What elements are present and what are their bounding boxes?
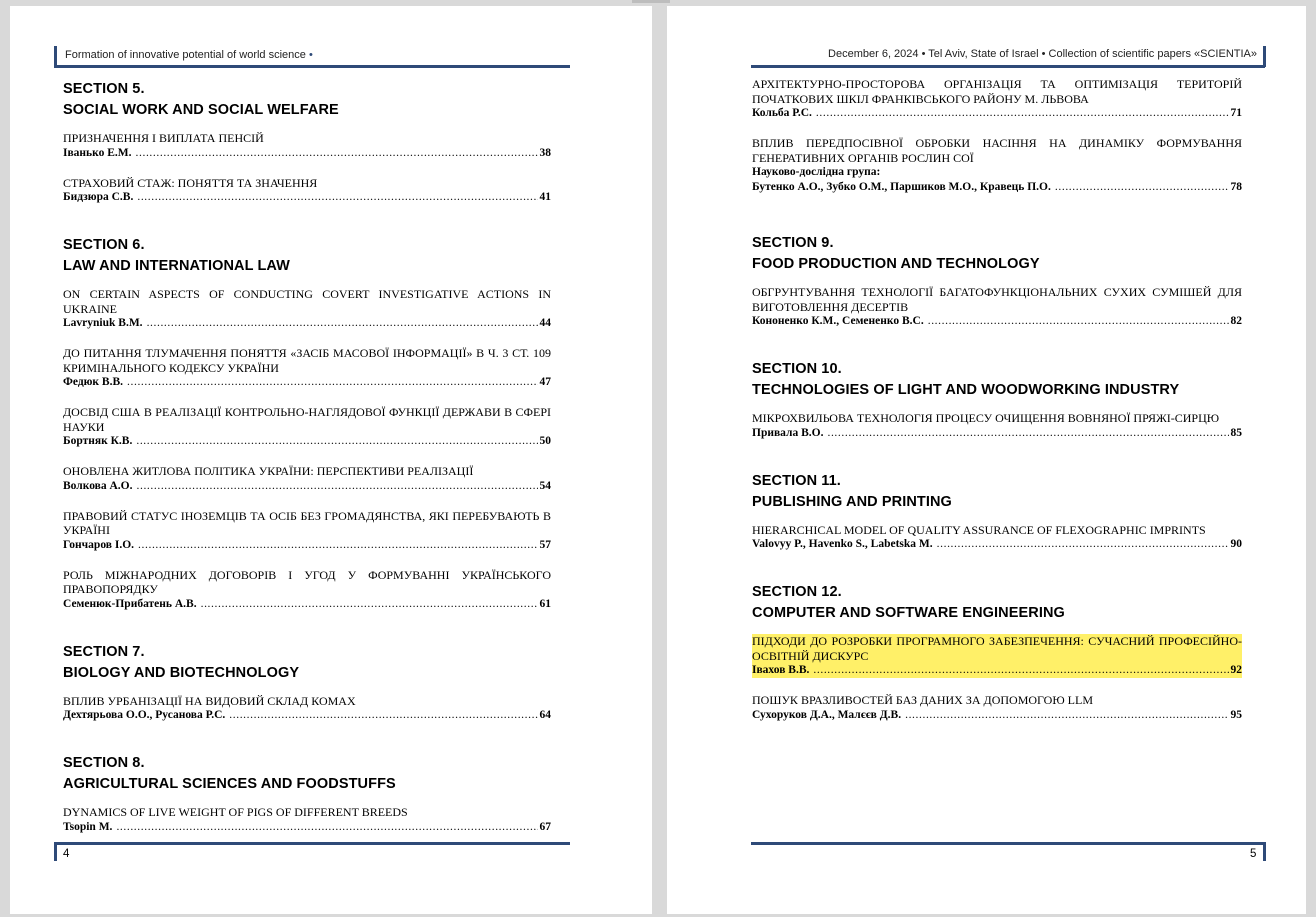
- dot-leader: [147, 316, 538, 331]
- entry-author-line: [752, 314, 1242, 329]
- entry-author-line: [752, 180, 1242, 195]
- entry-authors: Сухоруков Д.А., Малєєв Д.В.: [752, 708, 902, 721]
- entry-authors: Lavryniuk B.M.: [63, 317, 143, 329]
- toc-entry[interactable]: [63, 405, 551, 449]
- entry-author-line: [63, 479, 551, 494]
- entry-title: ON CERTAIN ASPECTS OF CONDUCTING COVERT INVESTIGATIVE ACTIONS IN UKRAINE: [63, 287, 551, 316]
- section-number: SECTION 8.: [63, 755, 145, 771]
- entry-title: ОБГРУНТУВАННЯ ТЕХНОЛОГІЇ БАГАТОФУНКЦІОНАЛЬНИХ СУХИХ СУМІШЕЙ ДЛЯ ВИГОТОВЛЕННЯ ДЕСЕРТІВ: [752, 285, 1242, 314]
- entry-authors: Гончаров І.О.: [63, 538, 135, 551]
- dot-leader: [137, 479, 538, 494]
- header-rule: [751, 65, 1265, 68]
- entry-page: 67: [539, 820, 551, 833]
- entry-title: МІКРОХВИЛЬОВА ТЕХНОЛОГІЯ ПРОЦЕСУ ОЧИЩЕННЯ ВОВНЯНОЇ ПРЯЖІ-СИРЦЮ: [752, 411, 1220, 425]
- entry-page: 71: [1230, 107, 1242, 119]
- toc-entry[interactable]: [63, 346, 551, 390]
- section-heading: [752, 471, 1242, 513]
- entry-page: 90: [1230, 538, 1242, 550]
- dot-leader: [1055, 180, 1229, 195]
- entry-author-line: [63, 820, 551, 835]
- toc-entry[interactable]: [752, 693, 1242, 723]
- dot-leader: [138, 538, 537, 553]
- section-heading: [63, 753, 551, 795]
- viewer-top-marker: [632, 0, 670, 3]
- entry-authors: Бидзюра С.В.: [63, 191, 134, 203]
- entry-title: ПІДХОДИ ДО РОЗРОБКИ ПРОГРАМНОГО ЗАБЕЗПЕЧЕННЯ: СУЧАСНИЙ ПРОФЕСІЙНО-ОСВІТНІЙ ДИСКУРС: [752, 634, 1242, 663]
- section-heading: [752, 582, 1242, 624]
- entry-title: ПРИЗНАЧЕННЯ І ВИПЛАТА ПЕНСІЙ: [63, 131, 264, 145]
- toc-entry[interactable]: [63, 131, 551, 161]
- section-title: COMPUTER AND SOFTWARE ENGINEERING: [752, 605, 1065, 621]
- toc-left: [63, 79, 551, 865]
- section-heading: [63, 235, 551, 277]
- section-heading: [63, 642, 551, 684]
- toc-section: [63, 642, 551, 724]
- section-heading: [63, 79, 551, 121]
- entry-page: 64: [539, 709, 551, 721]
- section-heading: [752, 233, 1242, 275]
- section-title: BIOLOGY AND BIOTECHNOLOGY: [63, 664, 300, 681]
- page-number: 4: [63, 848, 70, 860]
- footer-rule: [751, 842, 1265, 845]
- entry-page: 50: [539, 435, 551, 447]
- entry-page: 54: [539, 479, 551, 492]
- entry-title: ПРАВОВИЙ СТАТУС ІНОЗЕМЦІВ ТА ОСІБ БЕЗ ГРОМАДЯНСТВА, ЯКІ ПЕРЕБУВАЮТЬ В УКРАЇНІ: [63, 508, 551, 537]
- entry-title: ПОШУК ВРАЗЛИВОСТЕЙ БАЗ ДАНИХ ЗА ДОПОМОГОЮ LLM: [752, 693, 1094, 707]
- section-number: SECTION 5.: [63, 81, 145, 97]
- entry-page: 85: [1230, 426, 1242, 439]
- entry-authors: Дехтярьова О.О., Русанова Р.С.: [63, 709, 226, 721]
- entry-author-line: [752, 663, 1242, 678]
- section-number: SECTION 12.: [752, 584, 842, 600]
- entry-author-line: [63, 146, 551, 161]
- dot-leader: [905, 708, 1228, 723]
- toc-entry[interactable]: [63, 287, 551, 331]
- toc-entry[interactable]: [752, 285, 1242, 329]
- section-number: SECTION 6.: [63, 237, 145, 253]
- toc-section: [752, 582, 1242, 723]
- entry-authors: Бортняк К.В.: [63, 435, 133, 447]
- entry-title: DYNAMICS OF LIVE WEIGHT OF PIGS OF DIFFERENT BREEDS: [63, 805, 408, 819]
- entry-page: 61: [539, 597, 551, 610]
- entry-authors: Привала В.О.: [752, 426, 824, 439]
- entry-title: АРХІТЕКТУРНО-ПРОСТОРОВА ОРГАНІЗАЦІЯ ТА ОПТИМІЗАЦІЯ ТЕРИТОРІЙ ПОЧАТКОВИХ ШКІЛ ФРАНКІВСЬКОГО РАЙОНУ М. ЛЬВОВА: [752, 77, 1242, 106]
- header-vertical-rule: [1263, 46, 1266, 67]
- header-vertical-rule: [54, 46, 57, 67]
- toc-section: [63, 235, 551, 612]
- dot-leader: [116, 820, 537, 835]
- dot-leader: [137, 190, 537, 205]
- entry-title: РОЛЬ МІЖНАРОДНИХ ДОГОВОРІВ І УГОД У ФОРМУВАННІ УКРАЇНСЬКОГО ПРАВОПОРЯДКУ: [63, 567, 551, 596]
- entry-author-line: [63, 434, 551, 449]
- entry-page: 78: [1230, 181, 1242, 193]
- entry-authors: Бутенко А.О., Зубко О.М., Паршиков М.О., Кравець П.О.: [752, 181, 1051, 193]
- toc-section: [752, 359, 1242, 441]
- entry-authors: Кононенко К.М., Семененко В.С.: [752, 315, 924, 327]
- toc-entry[interactable]: [752, 77, 1242, 121]
- entry-page: 82: [1230, 315, 1242, 327]
- toc-entry[interactable]: [63, 464, 551, 494]
- footer-vertical-rule: [54, 842, 57, 861]
- toc-entry[interactable]: [63, 509, 551, 553]
- toc-entry[interactable]: [752, 411, 1242, 441]
- toc-section: [63, 79, 551, 205]
- toc-section: [63, 753, 551, 835]
- section-title: TECHNOLOGIES OF LIGHT AND WOODWORKING INDUSTRY: [752, 382, 1180, 398]
- section-number: SECTION 11.: [752, 472, 841, 489]
- toc-entry[interactable]: [63, 568, 551, 612]
- entry-title: ВПЛИВ ПЕРЕДПОСІВНОЇ ОБРОБКИ НАСІННЯ НА ДИНАМІКУ ФОРМУВАННЯ ГЕНЕРАТИВНИХ ОРГАНІВ РОСЛИН СОЇ: [752, 136, 1242, 165]
- dot-leader: [816, 106, 1229, 121]
- toc-section: [752, 233, 1242, 329]
- header-rule: [54, 65, 570, 68]
- section-title: SOCIAL WORK AND SOCIAL WELFARE: [63, 102, 339, 118]
- page-number: 5: [1250, 848, 1257, 860]
- entry-page: 57: [539, 538, 551, 551]
- entry-title: ОНОВЛЕНА ЖИТЛОВА ПОЛІТИКА УКРАЇНИ: ПЕРСПЕКТИВИ РЕАЛІЗАЦІЇ: [63, 464, 474, 478]
- entry-authors: Valovyy P., Havenko S., Labetska M.: [752, 538, 933, 550]
- header-dot: •: [308, 49, 313, 61]
- toc-entry[interactable]: [752, 136, 1242, 195]
- entry-title: СТРАХОВИЙ СТАЖ: ПОНЯТТЯ ТА ЗНАЧЕННЯ: [63, 175, 318, 190]
- toc-entry[interactable]: [752, 523, 1242, 553]
- toc-section: [752, 471, 1242, 553]
- entry-title: ВПЛИВ УРБАНІЗАЦІЇ НА ВИДОВИЙ СКЛАД КОМАХ: [63, 693, 356, 708]
- page-header-right: December 6, 2024 • Tel Aviv, State of Israel • Collection of scientific papers «SCIENTIA»: [828, 48, 1257, 60]
- dot-leader: [136, 146, 538, 161]
- toc-right: [752, 77, 1242, 753]
- entry-author-line: [752, 537, 1242, 552]
- entry-authors: Федюк В.В.: [63, 376, 124, 388]
- section-number: SECTION 10.: [752, 361, 842, 377]
- entry-authors: Івахов В.В.: [752, 664, 810, 676]
- page-header-left: [65, 49, 313, 61]
- toc-entry[interactable]: [63, 176, 551, 206]
- dot-leader: [127, 375, 537, 390]
- entry-authors: Кольба Р.С.: [752, 107, 812, 119]
- header-text: Formation of innovative potential of world science: [65, 49, 306, 61]
- entry-title: ДО ПИТАННЯ ТЛУМАЧЕННЯ ПОНЯТТЯ «ЗАСІБ МАСОВОЇ ІНФОРМАЦІЇ» В Ч. 3 СТ. 109 КРИМІНАЛЬНОГО КОДЕКСУ УКРАЇНИ: [63, 346, 551, 375]
- entry-authors: Іванько Е.М.: [63, 146, 132, 159]
- footer-vertical-rule: [1263, 842, 1266, 861]
- footer-rule: [54, 842, 570, 845]
- entry-author-line: [752, 426, 1242, 441]
- page-left: [10, 6, 652, 914]
- entry-author-line: [63, 190, 551, 205]
- entry-author-line: [63, 708, 551, 723]
- entry-page: 41: [539, 191, 551, 203]
- toc-entry[interactable]: [63, 694, 551, 724]
- dot-leader: [813, 663, 1228, 678]
- section-title: AGRICULTURAL SCIENCES AND FOODSTUFFS: [63, 776, 396, 792]
- dot-leader: [937, 537, 1229, 552]
- section-title: PUBLISHING AND PRINTING: [752, 493, 952, 510]
- entry-author-line: [63, 538, 551, 553]
- dot-leader: [229, 708, 537, 723]
- entry-page: 95: [1230, 708, 1242, 721]
- entry-group: Науково-дослідна група:: [752, 166, 881, 178]
- dot-leader: [136, 434, 537, 449]
- section-title: FOOD PRODUCTION AND TECHNOLOGY: [752, 256, 1040, 272]
- section-heading: [752, 359, 1242, 401]
- section-title: LAW AND INTERNATIONAL LAW: [63, 258, 290, 274]
- section-number: SECTION 7.: [63, 643, 145, 660]
- dot-leader: [928, 314, 1229, 329]
- entry-page: 38: [539, 146, 551, 159]
- entry-author-line: [63, 316, 551, 331]
- page-right: [667, 6, 1306, 914]
- entry-authors: Волкова А.О.: [63, 479, 133, 492]
- toc-entry[interactable]: [63, 805, 551, 835]
- entry-author-line: [63, 375, 551, 390]
- entry-authors: Tsopin M.: [63, 820, 113, 833]
- entry-page: 47: [539, 376, 551, 388]
- entry-title: ДОСВІД США В РЕАЛІЗАЦІЇ КОНТРОЛЬНО-НАГЛЯДОВОЇ ФУНКЦІЇ ДЕРЖАВИ В СФЕРІ НАУКИ: [63, 405, 551, 434]
- toc-entry-highlighted[interactable]: [752, 634, 1242, 678]
- entry-page: 44: [539, 317, 551, 329]
- entry-author-line: [752, 106, 1242, 121]
- entry-page: 92: [1230, 664, 1242, 676]
- dot-leader: [827, 426, 1228, 441]
- entry-author-line: [63, 597, 551, 612]
- entry-authors: Семенюк-Прибатень А.В.: [63, 597, 197, 610]
- section-number: SECTION 9.: [752, 235, 834, 251]
- entry-author-line: [752, 708, 1242, 723]
- dot-leader: [201, 597, 538, 612]
- entry-title: HIERARCHICAL MODEL OF QUALITY ASSURANCE OF FLEXOGRAPHIC IMPRINTS: [752, 522, 1206, 537]
